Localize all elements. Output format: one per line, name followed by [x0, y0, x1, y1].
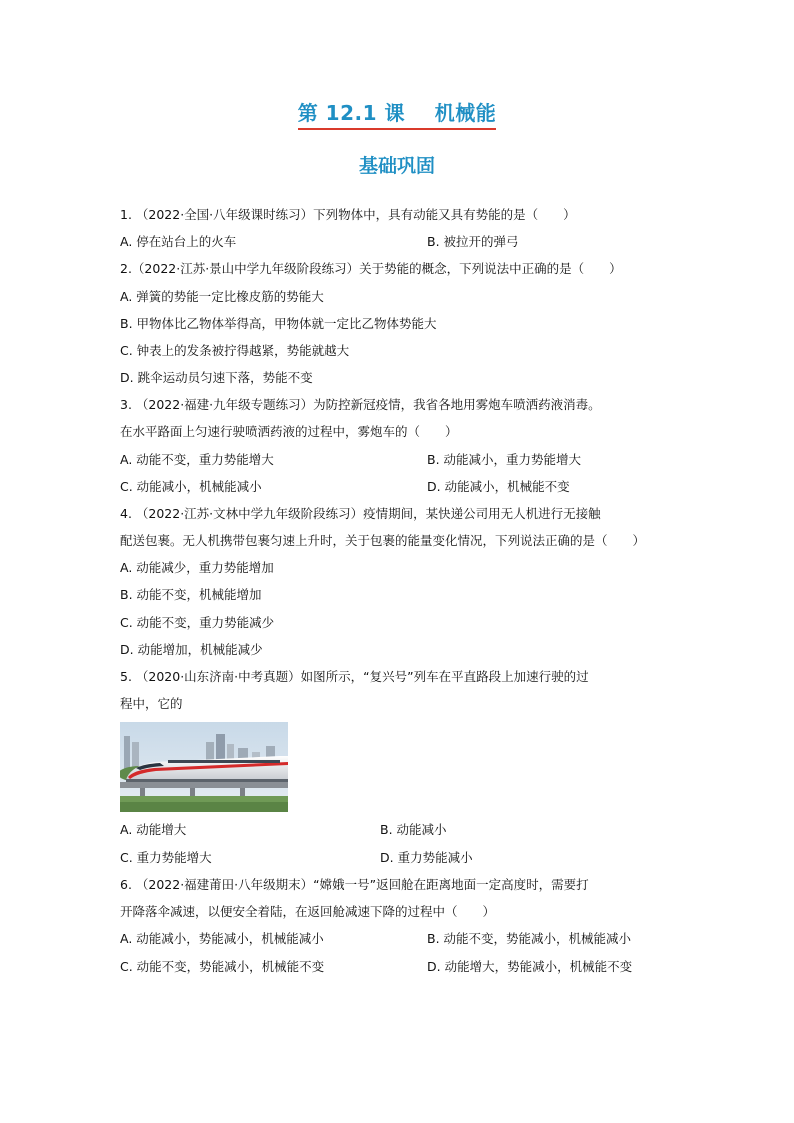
- question-2-stem: 2.（2022·江苏·景山中学九年级阶段练习）关于势能的概念，下列说法中正确的是（ ）: [120, 261, 622, 276]
- question-5-option-a: A. 动能增大: [120, 822, 187, 837]
- question-5-option-c: C. 重力势能增大: [120, 850, 212, 865]
- question-5-option-d: D. 重力势能减小: [380, 850, 473, 865]
- question-1-stem: 1. （2022·全国·八年级课时练习）下列物体中，具有动能又具有势能的是（ ）: [120, 207, 576, 222]
- question-5-stem-line-1: 5. （2020·山东济南·中考真题）如图所示，“复兴号”列车在平直路段上加速行驶的过: [120, 669, 589, 684]
- section-title: 基础巩固: [358, 155, 435, 177]
- question-6-stem-line-1: 6. （2022·福建莆田·八年级期末）“嫦娥一号”返回舱在距离地面一定高度时，需要打: [120, 877, 589, 892]
- question-1-option-b: B. 被拉开的弹弓: [427, 234, 519, 249]
- title-container: [0, 97, 794, 130]
- question-2-option-d: D. 跳伞运动员匀速下落，势能不变: [120, 370, 313, 385]
- subtitle-container: [0, 151, 794, 178]
- question-4-option-d: D. 动能增加，机械能减少: [120, 642, 263, 657]
- question-2-option-a: A. 弹簧的势能一定比橡皮筋的势能大: [120, 289, 324, 304]
- question-5-option-b: B. 动能减小: [380, 822, 447, 837]
- question-2-option-c: C. 钟表上的发条被拧得越紧，势能就越大: [120, 343, 350, 358]
- train-photo: [120, 722, 288, 812]
- question-4-option-c: C. 动能不变，重力势能减少: [120, 615, 275, 630]
- page-title: 第 12.1 课 机械能: [298, 97, 497, 130]
- question-3-option-b: B. 动能减小，重力势能增大: [427, 452, 582, 467]
- question-6-option-b: B. 动能不变，势能减小，机械能减小: [427, 931, 632, 946]
- question-3-stem-line-1: 3. （2022·福建·九年级专题练习）为防控新冠疫情，我省各地用雾炮车喷洒药液消毒。: [120, 397, 601, 412]
- question-6-option-d: D. 动能增大，势能减小，机械能不变: [427, 959, 633, 974]
- question-1-option-a: A. 停在站台上的火车: [120, 234, 237, 249]
- question-4-stem-line-2: 配送包裹。无人机携带包裹匀速上升时，关于包裹的能量变化情况，下列说法正确的是（ ）: [120, 533, 646, 548]
- question-2-option-b: B. 甲物体比乙物体举得高，甲物体就一定比乙物体势能大: [120, 316, 437, 331]
- question-3-option-a: A. 动能不变，重力势能增大: [120, 452, 274, 467]
- question-5-stem-line-2: 程中，它的: [120, 696, 183, 711]
- question-4-option-b: B. 动能不变，机械能增加: [120, 587, 262, 602]
- question-4-stem-line-1: 4. （2022·江苏·文林中学九年级阶段练习）疫情期间，某快递公司用无人机进行无接触: [120, 506, 601, 521]
- question-4-option-a: A. 动能减少，重力势能增加: [120, 560, 274, 575]
- question-6-option-a: A. 动能减小，势能减小，机械能减小: [120, 931, 324, 946]
- question-6-option-c: C. 动能不变，势能减小，机械能不变: [120, 959, 325, 974]
- question-3-option-c: C. 动能减小，机械能减小: [120, 479, 262, 494]
- question-3-stem-line-2: 在水平路面上匀速行驶喷洒药液的过程中，雾炮车的（ ）: [120, 424, 458, 439]
- question-6-stem-line-2: 开降落伞减速，以便安全着陆，在返回舱减速下降的过程中（ ）: [120, 904, 496, 919]
- question-3-option-d: D. 动能减小，机械能不变: [427, 479, 570, 494]
